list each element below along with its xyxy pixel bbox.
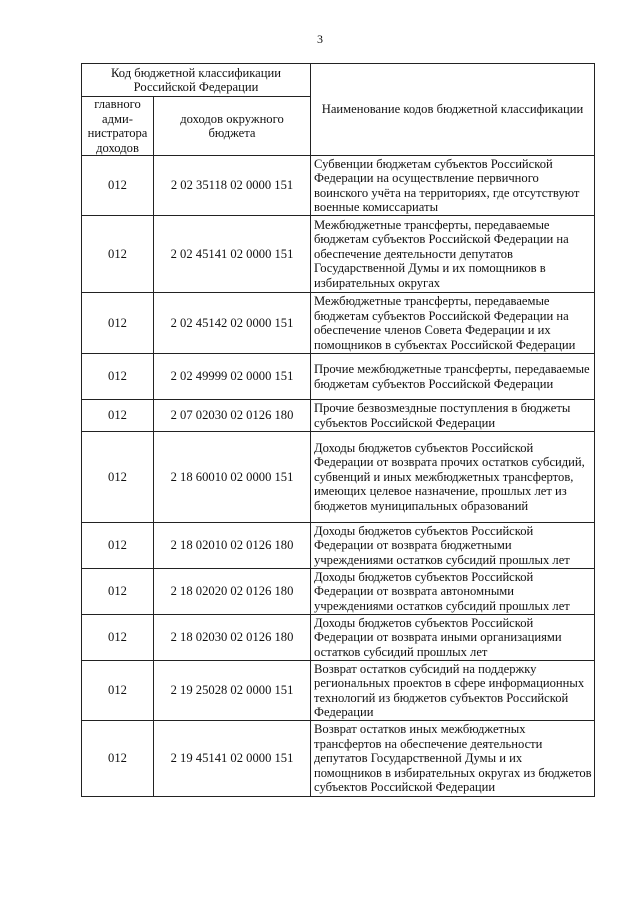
income-code-cell: 2 18 02010 02 0126 180 — [154, 523, 311, 569]
name-cell: Прочие межбюджетные трансферты, передаваемые бюджетам субъектов Российской Федерации — [311, 354, 595, 400]
income-code-cell: 2 02 49999 02 0000 151 — [154, 354, 311, 400]
name-cell: Субвенции бюджетам субъектов Российской Федерации на осуществление первичного воинского учёта на территориях, где отсутствуют военные комиссариаты — [311, 156, 595, 216]
budget-classification-table — [81, 63, 595, 797]
name-cell: Доходы бюджетов субъектов Российской Федерации от возврата автономными учреждениями остатков субсидий прошлых лет — [311, 569, 595, 615]
table-row — [82, 293, 595, 354]
table-body — [82, 156, 595, 797]
table-row — [82, 569, 595, 615]
name-cell: Межбюджетные трансферты, передаваемые бюджетам субъектов Российской Федерации на обеспечение деятельности депутатов Государственной Думы и их помощников в избирательных округах — [311, 216, 595, 293]
income-code-cell: 2 18 02030 02 0126 180 — [154, 615, 311, 661]
table-row — [82, 523, 595, 569]
admin-code-cell: 012 — [82, 354, 154, 400]
income-code-cell: 2 02 35118 02 0000 151 — [154, 156, 311, 216]
admin-code-cell: 012 — [82, 216, 154, 293]
admin-code-cell: 012 — [82, 523, 154, 569]
table-row — [82, 615, 595, 661]
name-cell: Доходы бюджетов субъектов Российской Федерации от возврата иными организациями остатков субсидий прошлых лет — [311, 615, 595, 661]
table-row — [82, 354, 595, 400]
table-row — [82, 721, 595, 797]
table-header — [82, 64, 595, 156]
admin-code-cell: 012 — [82, 569, 154, 615]
admin-code-cell: 012 — [82, 156, 154, 216]
header-name: Наименование кодов бюджетной классификации — [311, 64, 595, 156]
income-code-cell: 2 18 60010 02 0000 151 — [154, 432, 311, 523]
table-row — [82, 400, 595, 432]
admin-code-cell: 012 — [82, 432, 154, 523]
name-cell: Возврат остатков иных межбюджетных трансфертов на обеспечение деятельности депутатов Государственной Думы и их помощников в избирательных округах из бюджетов субъектов Российской Федерации — [311, 721, 595, 797]
admin-code-cell: 012 — [82, 400, 154, 432]
table-row — [82, 432, 595, 523]
income-code-cell: 2 19 25028 02 0000 151 — [154, 661, 311, 721]
admin-code-cell: 012 — [82, 661, 154, 721]
table-row — [82, 156, 595, 216]
page-number: 3 — [317, 32, 323, 46]
table-row — [82, 661, 595, 721]
name-cell: Доходы бюджетов субъектов Российской Федерации от возврата бюджетными учреждениями остатков субсидий прошлых лет — [311, 523, 595, 569]
income-code-cell: 2 02 45142 02 0000 151 — [154, 293, 311, 354]
name-cell: Доходы бюджетов субъектов Российской Федерации от возврата прочих остатков субсидий, субвенций и иных межбюджетных трансфертов, имеющих целевое назначение, прошлых лет из бюджетов муниципальных образований — [311, 432, 595, 523]
admin-code-cell: 012 — [82, 615, 154, 661]
table-row — [82, 216, 595, 293]
name-cell: Межбюджетные трансферты, передаваемые бюджетам субъектов Российской Федерации на обеспечение членов Совета Федерации и их помощников в субъектах Российской Федерации — [311, 293, 595, 354]
income-code-cell: 2 07 02030 02 0126 180 — [154, 400, 311, 432]
admin-code-cell: 012 — [82, 721, 154, 797]
admin-code-cell: 012 — [82, 293, 154, 354]
header-code-group: Код бюджетной классификации Российской Федерации — [82, 64, 311, 97]
header-admin: главного адми-нистратора доходов — [82, 97, 154, 156]
income-code-cell: 2 02 45141 02 0000 151 — [154, 216, 311, 293]
header-income: доходов окружного бюджета — [154, 97, 311, 156]
income-code-cell: 2 19 45141 02 0000 151 — [154, 721, 311, 797]
name-cell: Прочие безвозмездные поступления в бюджеты субъектов Российской Федерации — [311, 400, 595, 432]
name-cell: Возврат остатков субсидий на поддержку региональных проектов в сфере информационных технологий из бюджетов субъектов Российской Федерации — [311, 661, 595, 721]
income-code-cell: 2 18 02020 02 0126 180 — [154, 569, 311, 615]
